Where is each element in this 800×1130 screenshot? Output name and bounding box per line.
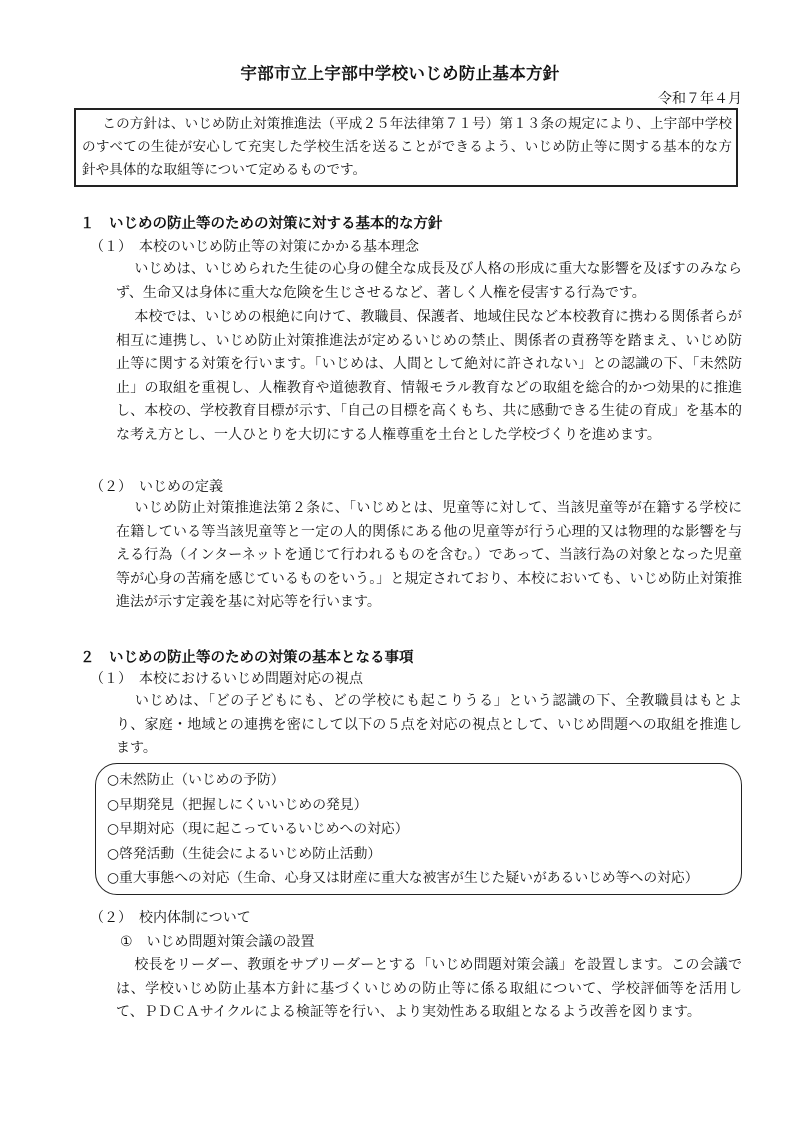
intro-box [74,108,738,187]
document-date: 令和７年４月 [658,91,742,107]
section1-heading: １ いじめの防止等のための対策に対する基本的な方針 [80,216,443,232]
section1-sub1-paragraph1: いじめは、いじめられた生徒の心身の健全な成長及び人格の形成に重大な影響を及ぼすのみならず、生命又は身体に重大な危険を生じさせるなど、著しく人権を侵害する行為です。 [116,261,742,301]
intro-text: この方針は、いじめ防止対策推進法（平成２５年法律第７１号）第１３条の規定により、上宇部中学校のすべての生徒が安心して充実した学校生活を送ることができるよう、いじめ防止等に関する基本的な方針や具体的な取組等について定めるものです。 [82,116,732,178]
list-item: ○早期発見（把握しにくいいじめの発見） [107,796,368,813]
section1-sub2-heading: （２） いじめの定義 [90,479,223,495]
section2-sub2-heading: （２） 校内体制について [90,910,251,926]
section2-sub2-item1-heading: ① いじめ問題対策会議の設置 [120,934,315,950]
section1-sub1-heading: （１） 本校のいじめ防止等の対策にかかる基本理念 [90,239,419,255]
response-points-box [95,763,742,895]
section1-sub2-paragraph1: いじめ防止対策推進法第２条に、「いじめとは、児童等に対して、当該児童等が在籍する学校に在籍している等当該児童等と一定の人的関係にある他の児童等が行う心理的又は物理的な影響を与える行為（インターネットを通じて行われるものを含む。）であって、当該行為の対象となった児童等が心身の苦痛を感じているものをいう。」と規定されており、本校においても、いじめ防止対策推進法が示す定義を基に対応等を行います。 [116,500,742,610]
document-title: 宇部市立上宇部中学校いじめ防止基本方針 [240,64,560,83]
list-item: ○重大事態への対応（生命、心身又は財産に重大な被害が生じた疑いがあるいじめ等への対応） [107,870,699,886]
section2-sub2-item1-paragraph1: 校長をリーダー、教頭をサブリーダーとする「いじめ問題対策会議」を設置します。この会議では、学校いじめ防止基本方針に基づくいじめの防止等に係る取組について、学校評価等を活用して、ＰＤＣＡサイクルによる検証等を行い、より実効性ある取組となるよう改善を図ります。 [116,957,742,1020]
section2-sub1-heading: （１） 本校におけるいじめ問題対応の視点 [90,671,363,687]
section2-heading: ２ いじめの防止等のための対策の基本となる事項 [80,650,414,666]
list-item: ○早期対応（現に起こっているいじめへの対応） [107,821,409,837]
response-points-list [107,768,741,891]
list-item: ○未然防止（いじめの予防） [107,772,285,788]
section1-sub1-paragraph2: 本校では、いじめの根絶に向けて、教職員、保護者、地域住民など本校教育に携わる関係者らが相互に連携し、いじめ防止対策推進法が定めるいじめの禁止、関係者の責務等を踏まえ、いじめ防止等に関する対策を行います。「いじめは、人間として絶対に許されない」との認識の下、「未然防止」の取組を重視し、人権教育や道徳教育、情報モラル教育などの取組を総合的かつ効果的に推進し、本校の、学校教育目標が示す、「自己の目標を高くもち、共に感動できる生徒の育成」を基本的な考え方とし、一人ひとりを大切にする人権尊重を土台とした学校づくりを進めます。 [116,309,742,443]
section2-sub1-paragraph1: いじめは、「どの子どもにも、どの学校にも起こりうる」という認識の下、全教職員はもとより、家庭・地域との連携を密にして以下の５点を対応の視点として、いじめ問題への取組を推進します。 [116,693,742,756]
list-item: ○啓発活動（生徒会によるいじめ防止活動） [107,845,382,862]
